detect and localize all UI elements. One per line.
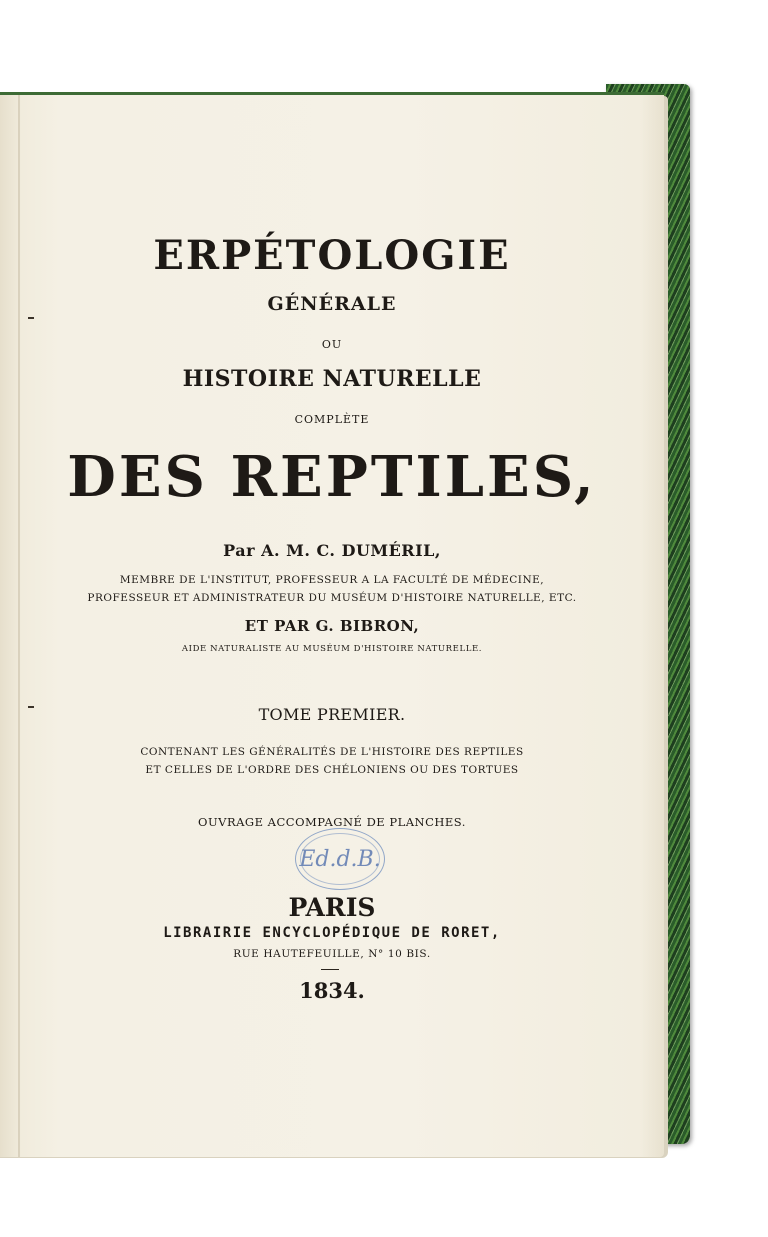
contents-line-1: CONTENANT LES GÉNÉRALITÉS DE L'HISTOIRE DES REPTILES: [140, 746, 524, 758]
author-dumeril: Par A. M. C. DUMÉRIL,: [223, 541, 441, 560]
library-stamp-icon: [295, 828, 385, 890]
volume-label: TOME PREMIER.: [258, 705, 406, 724]
main-title: ERPÉTOLOGIE: [153, 232, 511, 279]
imprint-publisher: LIBRAIRIE ENCYCLOPÉDIQUE DE RORET,: [163, 925, 501, 941]
title-connector: OU: [321, 338, 343, 351]
contents-line-2: ET CELLES DE L'ORDRE DES CHÉLONIENS OU DES TORTUES: [145, 764, 519, 776]
author-bibron: ET PAR G. BIBRON,: [244, 617, 420, 635]
plates-note: OUVRAGE ACCOMPAGNÉ DE PLANCHES.: [198, 815, 466, 829]
title-generale: GÉNÉRALE: [267, 293, 397, 315]
imprint-year: 1834.: [299, 978, 365, 1003]
title-des-reptiles: DES REPTILES,: [67, 444, 597, 510]
author-dumeril-affiliation-2: PROFESSEUR ET ADMINISTRATEUR DU MUSÉUM D'HISTOIRE NATURELLE, ETC.: [87, 592, 577, 604]
subtitle: HISTOIRE NATURELLE: [182, 366, 482, 392]
stamp-text: Ed.d.B.: [299, 846, 381, 872]
subtitle-complete: COMPLÈTE: [294, 413, 370, 426]
author-bibron-affiliation: AIDE NATURALISTE AU MUSÉUM D'HISTOIRE NATURELLE.: [181, 644, 483, 654]
page-mark: [28, 317, 34, 319]
imprint-city: PARIS: [288, 893, 376, 922]
divider: [321, 969, 339, 970]
author-dumeril-affiliation-1: MEMBRE DE L'INSTITUT, PROFESSEUR A LA FACULTÉ DE MÉDECINE,: [119, 574, 545, 586]
imprint-address: RUE HAUTEFEUILLE, N° 10 BIS.: [233, 948, 431, 960]
